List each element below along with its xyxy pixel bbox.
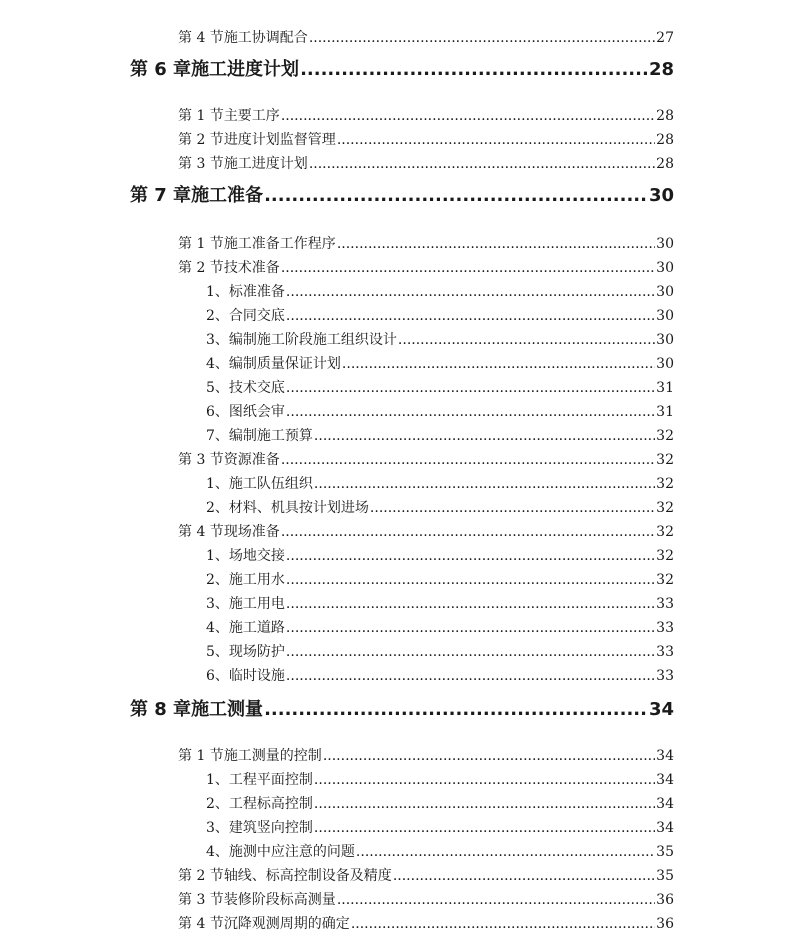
toc-section-row[interactable]: [178, 746, 674, 766]
toc-page-number: 27: [656, 30, 674, 46]
toc-number: 7、: [206, 428, 229, 444]
toc-leader-dots: [337, 890, 655, 910]
toc-page-number: 36: [656, 892, 674, 908]
toc-title: 标准准备: [228, 284, 285, 300]
toc-number: 第 8 章: [130, 699, 192, 720]
toc-page-number: 31: [656, 404, 674, 420]
toc-section-row[interactable]: [178, 522, 674, 542]
toc-item-row[interactable]: [206, 402, 674, 422]
toc-leader-dots: [370, 498, 655, 518]
toc-page-number: 32: [656, 548, 674, 564]
toc-page-number: 32: [656, 572, 674, 588]
toc-leader-dots: [286, 666, 655, 686]
toc-number: 5、: [206, 380, 229, 396]
toc-section-row[interactable]: [178, 28, 674, 48]
toc-number: 第 3 节: [178, 156, 224, 172]
toc-number: 第 2 节: [178, 132, 224, 148]
toc-page-number: 28: [648, 59, 674, 80]
toc-title: 合同交底: [228, 308, 285, 324]
toc-item-row[interactable]: [206, 818, 674, 838]
toc-title: 施工用水: [228, 572, 285, 588]
toc-title: 技术准备: [223, 260, 280, 276]
toc-page-number: 32: [656, 500, 674, 516]
toc-number: 2、: [206, 308, 229, 324]
toc-item-row[interactable]: [206, 570, 674, 590]
toc-page-number: 34: [656, 820, 674, 836]
toc-item-row[interactable]: [206, 666, 674, 686]
toc-section-row[interactable]: [178, 890, 674, 910]
toc-item-row[interactable]: [206, 474, 674, 494]
toc-number: 6、: [206, 404, 229, 420]
toc-title: 施测中应注意的问题: [228, 844, 355, 860]
toc-page-number: 32: [656, 524, 674, 540]
toc-number: 1、: [206, 548, 229, 564]
toc-title: 施工队伍组织: [228, 476, 313, 492]
toc-title: 现场准备: [223, 524, 280, 540]
toc-number: 4、: [206, 620, 229, 636]
toc-number: 第 4 节: [178, 916, 224, 932]
toc-leader-dots: [398, 330, 655, 350]
toc-number: 第 7 章: [130, 185, 192, 206]
toc-item-row[interactable]: [206, 354, 674, 374]
toc-page-number: 32: [656, 476, 674, 492]
toc-title: 轴线、标高控制设备及精度: [223, 868, 392, 884]
toc-leader-dots: [323, 746, 655, 766]
toc-number: 3、: [206, 596, 229, 612]
toc-title: 施工用电: [228, 596, 285, 612]
toc-leader-dots: [337, 234, 655, 254]
toc-item-row[interactable]: [206, 842, 674, 862]
toc-number: 2、: [206, 572, 229, 588]
toc-title: 工程标高控制: [228, 796, 313, 812]
toc-item-row[interactable]: [206, 330, 674, 350]
toc-leader-dots: [342, 354, 655, 374]
toc-item-row[interactable]: [206, 282, 674, 302]
toc-title: 图纸会审: [228, 404, 285, 420]
toc-item-row[interactable]: [206, 618, 674, 638]
toc-chapter-row[interactable]: [130, 57, 674, 83]
toc-section-row[interactable]: [178, 130, 674, 150]
toc-leader-dots: [281, 522, 655, 542]
toc-number: 1、: [206, 284, 229, 300]
toc-page-number: 35: [656, 868, 674, 884]
toc-number: 第 1 节: [178, 748, 224, 764]
toc-page-number: 34: [656, 796, 674, 812]
toc-title: 临时设施: [228, 668, 285, 684]
toc-item-row[interactable]: [206, 546, 674, 566]
toc-title: 工程平面控制: [228, 772, 313, 788]
toc-number: 第 3 节: [178, 892, 224, 908]
toc-number: 2、: [206, 500, 229, 516]
toc-leader-dots: [314, 818, 655, 838]
toc-title: 建筑竖向控制: [228, 820, 313, 836]
toc-leader-dots: [351, 914, 655, 934]
toc-title: 编制质量保证计划: [228, 356, 341, 372]
toc-title: 施工道路: [228, 620, 285, 636]
toc-leader-dots: [286, 546, 655, 566]
toc-leader-dots: [286, 570, 655, 590]
toc-title: 资源准备: [223, 452, 280, 468]
toc-leader-dots: [286, 594, 655, 614]
toc-item-row[interactable]: [206, 498, 674, 518]
toc-item-row[interactable]: [206, 306, 674, 326]
toc-chapter-row[interactable]: [130, 697, 674, 723]
toc-number: 3、: [206, 820, 229, 836]
toc-leader-dots: [309, 28, 655, 48]
toc-title: 施工协调配合: [223, 30, 308, 46]
toc-leader-dots: [314, 426, 655, 446]
toc-leader-dots: [264, 697, 648, 723]
toc-page-number: 36: [656, 916, 674, 932]
toc-number: 第 1 节: [178, 236, 224, 252]
toc-leader-dots: [281, 450, 655, 470]
toc-section-row[interactable]: [178, 106, 674, 126]
toc-page-number: 28: [656, 156, 674, 172]
toc-page-number: 34: [648, 699, 674, 720]
toc-leader-dots: [281, 106, 655, 126]
toc-item-row[interactable]: [206, 378, 674, 398]
toc-title: 现场防护: [228, 644, 285, 660]
toc-title: 主要工序: [223, 108, 280, 124]
toc-item-row[interactable]: [206, 594, 674, 614]
toc-page-number: 30: [656, 308, 674, 324]
toc-leader-dots: [264, 183, 648, 209]
toc-page-number: 33: [656, 668, 674, 684]
toc-section-row[interactable]: [178, 258, 674, 278]
toc-leader-dots: [286, 642, 655, 662]
toc-title: 技术交底: [228, 380, 285, 396]
toc-number: 4、: [206, 356, 229, 372]
toc-page-number: 35: [656, 844, 674, 860]
toc-page-number: 30: [656, 332, 674, 348]
toc-title: 场地交接: [228, 548, 285, 564]
toc-title: 装修阶段标高测量: [223, 892, 336, 908]
toc-leader-dots: [286, 306, 655, 326]
toc-leader-dots: [314, 794, 655, 814]
toc-page-number: 30: [656, 356, 674, 372]
toc-chapter-row[interactable]: [130, 183, 674, 209]
toc-number: 第 2 节: [178, 868, 224, 884]
toc-page-number: 30: [656, 236, 674, 252]
toc-title: 施工准备工作程序: [223, 236, 336, 252]
toc-page-number: 28: [656, 108, 674, 124]
toc-item-row[interactable]: [206, 426, 674, 446]
toc-number: 第 1 节: [178, 108, 224, 124]
toc-number: 5、: [206, 644, 229, 660]
toc-title: 施工测量: [191, 699, 264, 720]
toc-title: 进度计划监督管理: [223, 132, 336, 148]
toc-number: 第 3 节: [178, 452, 224, 468]
toc-leader-dots: [314, 770, 655, 790]
toc-item-row[interactable]: [206, 642, 674, 662]
toc-leader-dots: [314, 474, 655, 494]
toc-title: 施工准备: [191, 185, 264, 206]
toc-number: 1、: [206, 476, 229, 492]
toc-title: 施工进度计划: [223, 156, 308, 172]
toc-number: 3、: [206, 332, 229, 348]
toc-title: 编制施工阶段施工组织设计: [228, 332, 397, 348]
toc-number: 2、: [206, 796, 229, 812]
toc-leader-dots: [286, 282, 655, 302]
toc-page-number: 30: [656, 260, 674, 276]
toc-section-row[interactable]: [178, 450, 674, 470]
toc-number: 第 4 节: [178, 30, 224, 46]
toc-leader-dots: [286, 378, 655, 398]
toc-section-row[interactable]: [178, 914, 674, 934]
toc-section-row[interactable]: [178, 866, 674, 886]
toc-leader-dots: [356, 842, 655, 862]
toc-page-number: 34: [656, 748, 674, 764]
toc-number: 1、: [206, 772, 229, 788]
toc-page-number: 32: [656, 452, 674, 468]
toc-item-row[interactable]: [206, 770, 674, 790]
toc-number: 6、: [206, 668, 229, 684]
toc-page-number: 33: [656, 644, 674, 660]
toc-title: 材料、机具按计划进场: [228, 500, 369, 516]
toc-title: 沉降观测周期的确定: [223, 916, 350, 932]
toc-number: 第 6 章: [130, 59, 192, 80]
toc-number: 第 2 节: [178, 260, 224, 276]
toc-leader-dots: [300, 57, 648, 83]
toc-leader-dots: [309, 154, 655, 174]
toc-leader-dots: [286, 402, 655, 422]
toc-page-number: 31: [656, 380, 674, 396]
toc-section-row[interactable]: [178, 234, 674, 254]
toc-page-number: 33: [656, 620, 674, 636]
toc-leader-dots: [281, 258, 655, 278]
toc-page-number: 33: [656, 596, 674, 612]
toc-title: 编制施工预算: [228, 428, 313, 444]
toc-item-row[interactable]: [206, 794, 674, 814]
toc-number: 4、: [206, 844, 229, 860]
toc-page-number: 28: [656, 132, 674, 148]
toc-title: 施工进度计划: [191, 59, 300, 80]
toc-leader-dots: [286, 618, 655, 638]
toc-number: 第 4 节: [178, 524, 224, 540]
toc-leader-dots: [393, 866, 655, 886]
toc-page-number: 34: [656, 772, 674, 788]
toc-leader-dots: [337, 130, 655, 150]
toc-title: 施工测量的控制: [223, 748, 322, 764]
toc-page-number: 32: [656, 428, 674, 444]
toc-page-number: 30: [648, 185, 674, 206]
toc-section-row[interactable]: [178, 154, 674, 174]
toc-page-number: 30: [656, 284, 674, 300]
